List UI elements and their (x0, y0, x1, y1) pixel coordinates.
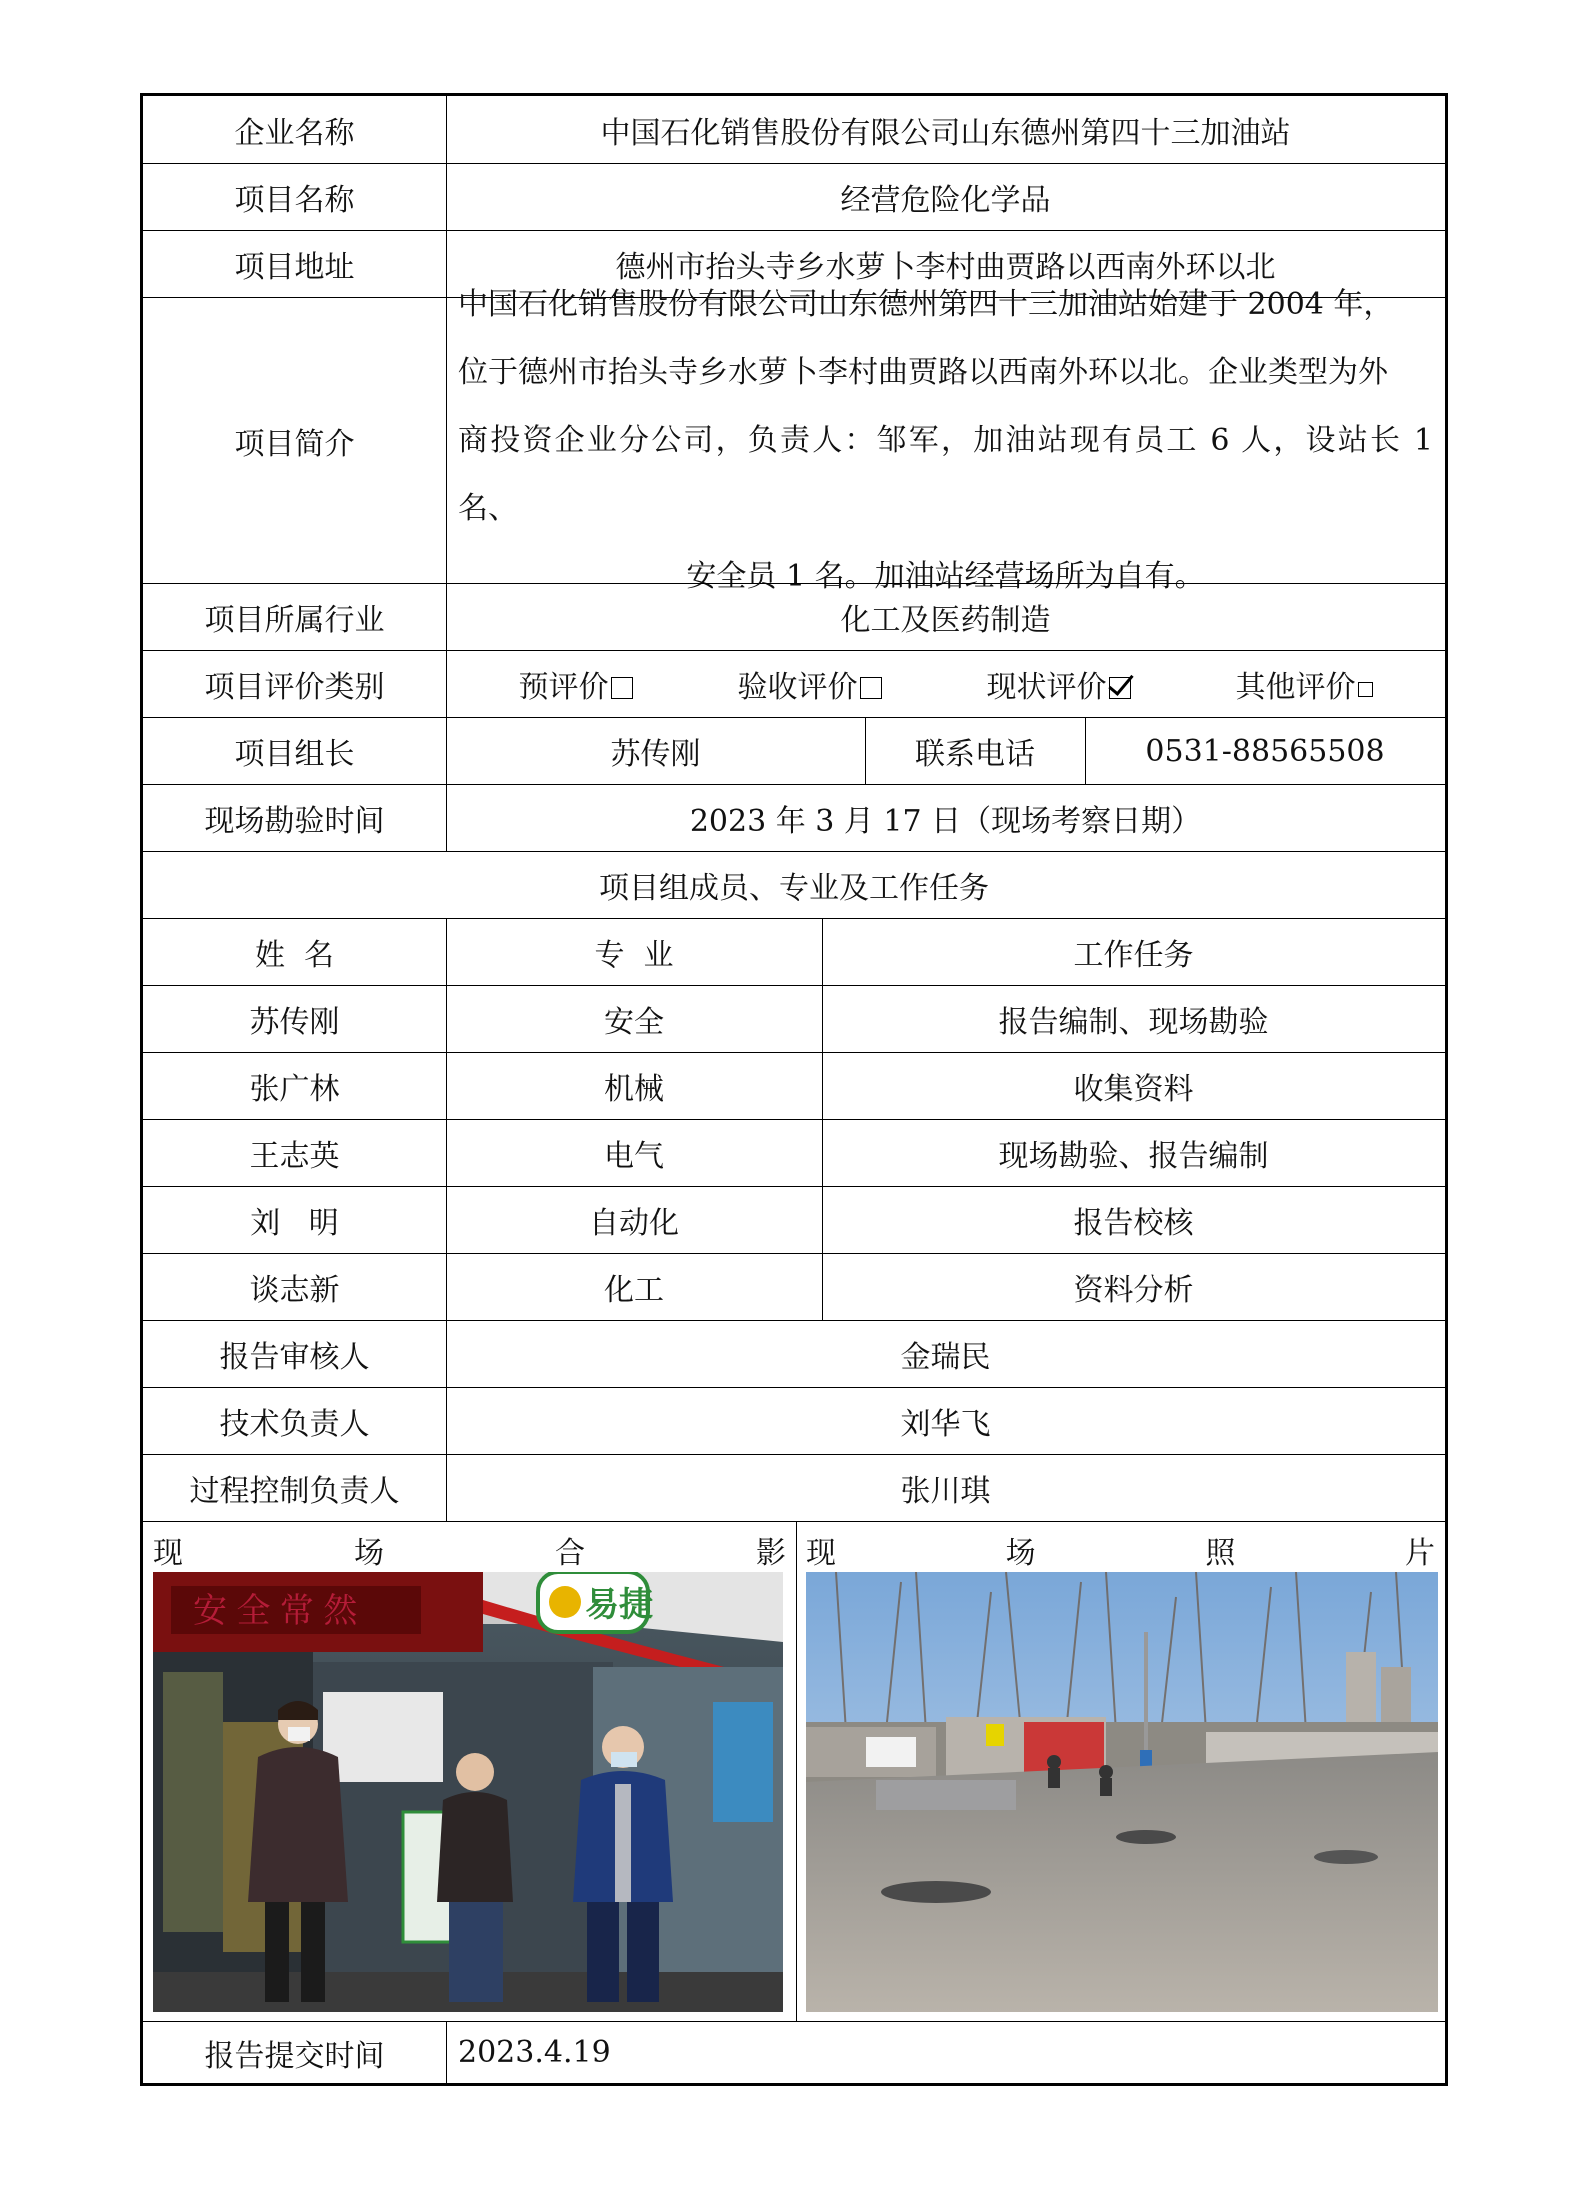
company-label: 企业名称 (234, 115, 355, 151)
address-value: 德州市抬头寺乡水萝卜李村曲贾路以西南外环以北 (615, 250, 1276, 285)
photo-right-cell (796, 1522, 1445, 2021)
team-header-major: 专 业 (594, 938, 674, 973)
eval-option-label: 验收评价 (737, 670, 858, 705)
intro-text (446, 286, 1445, 594)
member-name: 苏传刚 (249, 1005, 340, 1040)
team-header-row (143, 918, 1445, 985)
row-reviewer (143, 1320, 1445, 1387)
process-label: 过程控制负责人 (189, 1474, 400, 1509)
member-task: 报告校核 (1073, 1206, 1194, 1241)
store-sign-text: 易捷 (585, 1586, 653, 1624)
row-team-title (143, 851, 1445, 918)
eval-option-label: 其他评价 (1235, 670, 1356, 705)
group-photo-image (153, 1572, 783, 2012)
eval-option-label: 预评价 (518, 670, 609, 705)
eval-option-label: 现状评价 (986, 670, 1107, 705)
member-task: 现场勘验、报告编制 (998, 1139, 1269, 1174)
title-char: 现 (806, 1536, 836, 1571)
member-major: 电气 (604, 1139, 664, 1174)
member-major: 机械 (604, 1072, 664, 1107)
svg-text:安 全 常 然: 安 全 常 然 (193, 1592, 358, 1630)
intro-line: 安全员 1 名。加油站经营场所为自有。 (686, 558, 1205, 594)
member-name: 谈志新 (249, 1273, 340, 1308)
member-task: 收集资料 (1073, 1072, 1194, 1107)
row-leader (143, 717, 1445, 784)
table-row (143, 1253, 1445, 1320)
submit-value: 2023.4.19 (458, 2035, 611, 2070)
site-photo (806, 1572, 1438, 2012)
table-row (143, 985, 1445, 1052)
leader-value: 苏传刚 (610, 737, 701, 772)
member-major: 安全 (604, 1005, 664, 1040)
title-char: 照 (1205, 1536, 1236, 1571)
submit-label: 报告提交时间 (204, 2038, 385, 2074)
tech-label: 技术负责人 (219, 1407, 370, 1442)
member-major: 自动化 (589, 1206, 679, 1241)
row-project-name (143, 163, 1445, 230)
intro-label: 项目简介 (234, 426, 355, 462)
reviewer-value: 金瑞民 (900, 1340, 991, 1375)
title-char: 场 (354, 1536, 384, 1571)
phone-value: 0531-88565508 (1145, 733, 1385, 769)
member-name: 王志英 (249, 1139, 340, 1174)
checkbox-icon[interactable] (1358, 682, 1373, 697)
checkbox-icon[interactable] (611, 677, 633, 699)
team-title: 项目组成员、专业及工作任务 (599, 871, 989, 906)
eval-option-acceptance[interactable] (738, 662, 882, 706)
photo-left-title (143, 1528, 796, 1572)
team-header-task: 工作任务 (1073, 938, 1194, 973)
row-eval-type (143, 650, 1445, 717)
row-submit-time (143, 2021, 1445, 2083)
site-photo-image (806, 1572, 1438, 2012)
company-value: 中国石化销售股份有限公司山东德州第四十三加油站 (600, 115, 1291, 151)
phone-label: 联系电话 (915, 737, 1035, 772)
eval-option-current[interactable] (987, 662, 1131, 706)
industry-label: 项目所属行业 (204, 603, 385, 638)
intro-line: 中国石化销售股份有限公司山东德州第四十三加油站始建于 2004 年， (458, 286, 1394, 322)
row-photos (143, 1521, 1445, 2021)
evaluation-info-table (140, 93, 1448, 2086)
member-task: 资料分析 (1073, 1273, 1194, 1308)
eval-label: 项目评价类别 (204, 670, 385, 705)
industry-value: 化工及医药制造 (840, 603, 1051, 638)
checked-checkbox-icon[interactable] (1109, 677, 1131, 699)
photo-right-title (796, 1528, 1445, 1572)
leader-label: 项目组长 (234, 737, 355, 772)
project-name-label: 项目名称 (234, 183, 355, 218)
intro-line: 位于德州市抬头寺乡水萝卜李村曲贾路以西南外环以北。企业类型为外 (458, 354, 1388, 390)
intro-line: 商投资企业分公司，负责人：邹军，加油站现有员工 6 人，设站长 1 名、 (458, 422, 1433, 526)
process-value: 张川琪 (900, 1474, 991, 1509)
team-header-name: 姓 名 (254, 938, 335, 973)
row-company (143, 96, 1445, 163)
row-industry (143, 583, 1445, 650)
eval-option-pre[interactable] (519, 662, 633, 706)
survey-label: 现场勘验时间 (204, 804, 385, 839)
member-name: 张广林 (249, 1072, 340, 1107)
member-major: 化工 (604, 1273, 664, 1308)
row-tech-lead (143, 1387, 1445, 1454)
table-row (143, 1186, 1445, 1253)
table-row (143, 1119, 1445, 1186)
row-process-control (143, 1454, 1445, 1521)
title-char: 场 (1005, 1536, 1036, 1571)
group-photo (153, 1572, 783, 2012)
checkbox-icon[interactable] (860, 677, 882, 699)
reviewer-label: 报告审核人 (219, 1340, 370, 1375)
eval-options (446, 651, 1445, 717)
member-name: 刘 明 (250, 1206, 339, 1241)
member-task: 报告编制、现场勘验 (998, 1005, 1269, 1040)
photo-left-cell (143, 1522, 796, 2021)
project-name-value: 经营危险化学品 (840, 183, 1051, 218)
address-label: 项目地址 (234, 250, 355, 285)
survey-value: 2023 年 3 月 17 日（现场考察日期） (689, 804, 1202, 839)
title-char: 合 (555, 1536, 585, 1571)
table-row (143, 1052, 1445, 1119)
title-char: 现 (153, 1536, 183, 1571)
tech-value: 刘华飞 (900, 1407, 991, 1442)
eval-option-other[interactable] (1236, 662, 1373, 706)
title-char: 片 (1404, 1536, 1435, 1571)
row-survey-time (143, 784, 1445, 851)
title-char: 影 (756, 1536, 786, 1571)
row-intro (143, 286, 1445, 594)
